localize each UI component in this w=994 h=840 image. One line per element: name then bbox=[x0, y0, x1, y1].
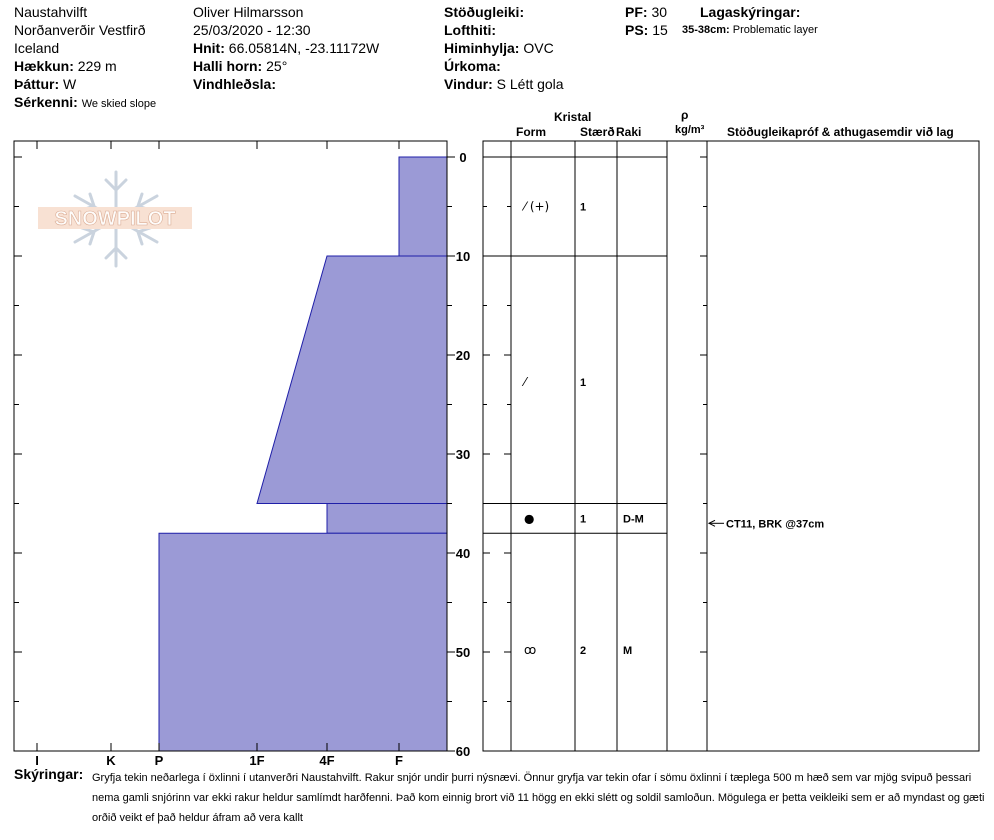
profile-segment-3 bbox=[159, 533, 447, 751]
pf-label: PF: bbox=[625, 4, 648, 20]
layer-size-0: 1 bbox=[580, 201, 587, 214]
layer-form-0: ⁄ (+) bbox=[524, 199, 550, 214]
y-label-60: 60 bbox=[455, 744, 471, 759]
layer-note-text: Problematic layer bbox=[732, 24, 818, 36]
location-name: Naustahvilft bbox=[14, 4, 88, 20]
layer-size-2: 1 bbox=[580, 513, 587, 526]
x-label-P: P bbox=[154, 753, 164, 768]
x-label-I: I bbox=[35, 753, 39, 768]
table-border bbox=[483, 141, 979, 751]
wind-loading-label: Vindhleðsla: bbox=[193, 76, 276, 92]
y-label-40: 40 bbox=[455, 546, 471, 561]
y-label-50: 50 bbox=[455, 645, 471, 660]
observation-datetime: 25/03/2020 - 12:30 bbox=[193, 22, 311, 38]
layer-note-range: 35-38cm: bbox=[682, 24, 730, 36]
profile-segment-0 bbox=[399, 157, 447, 256]
col-size: Stærð bbox=[580, 125, 615, 139]
comments-text: Gryfja tekin neðarlega í öxlinni í utanverðri Naustahvilft. Rakur snjór undir þurri nýsnævi. Önnur gryfja var tekin ofar í sömu öxlinni í tæplega 500 m hæð sem var mjög svipuð þessari nema gamli snjórinn var ekki rakur heldur samlímdt harðfenni. Það kom einnig brort við 11 högg en ekki slétt og soldil samloðun. Mögulega er þetta veikleiki sem er að myndast og gæti orðið veikt ef það heldur áfram að vera kallt bbox=[92, 772, 985, 824]
test-note: CT11, BRK @37cm bbox=[726, 518, 825, 531]
y-label-20: 20 bbox=[455, 348, 471, 363]
coords-value: 66.05814N, -23.11172W bbox=[228, 40, 380, 56]
sky-label: Himinhylja: bbox=[444, 40, 520, 56]
hardness-profile bbox=[159, 157, 447, 751]
ps-label: PS: bbox=[625, 22, 649, 38]
comments-label: Skýringar: bbox=[14, 766, 84, 782]
wind-label: Vindur: bbox=[444, 76, 493, 92]
features-label: Sérkenni: bbox=[14, 94, 78, 110]
elevation-label: Hækkun: bbox=[14, 58, 74, 74]
x-label-1F: 1F bbox=[249, 753, 265, 768]
layer-notes-label: Lagaskýringar: bbox=[700, 4, 801, 20]
layer-moisture-2: D-M bbox=[623, 513, 644, 526]
x-label-F: F bbox=[395, 753, 403, 768]
layer-size-3: 2 bbox=[580, 645, 587, 658]
stability-label: Stöðugleiki: bbox=[444, 4, 525, 20]
layer-table bbox=[483, 141, 979, 751]
slope-label: Halli horn: bbox=[193, 58, 263, 74]
col-tests: Stöðugleikapróf & athugasemdir við lag bbox=[727, 125, 954, 139]
aspect-value: W bbox=[63, 76, 77, 92]
y-label-0: 0 bbox=[459, 150, 467, 165]
profile-segment-1 bbox=[257, 256, 447, 504]
snowpilot-logo-text: SNOWPILOT bbox=[54, 208, 176, 230]
slope-value: 25° bbox=[266, 58, 288, 74]
pf-value: 30 bbox=[651, 4, 668, 20]
sky-value: OVC bbox=[523, 40, 554, 56]
layer-form-1: ⁄ bbox=[524, 374, 527, 389]
air-temp-label: Lofthiti: bbox=[444, 22, 497, 38]
layer-size-1: 1 bbox=[580, 376, 587, 389]
layer-form-2: ● bbox=[524, 511, 535, 526]
layer-form-3: ꝏ bbox=[524, 643, 537, 658]
y-label-10: 10 bbox=[455, 249, 471, 264]
ps-value: 15 bbox=[652, 22, 668, 38]
y-label-30: 30 bbox=[455, 447, 471, 462]
col-crystal: Kristal bbox=[554, 110, 592, 124]
aspect-label: Þáttur: bbox=[14, 76, 60, 92]
col-density-unit: kg/m³ bbox=[675, 124, 705, 136]
coords-label: Hnit: bbox=[193, 40, 225, 56]
col-rho: ρ bbox=[681, 108, 689, 122]
x-label-4F: 4F bbox=[319, 753, 335, 768]
observer-name: Oliver Hilmarsson bbox=[193, 4, 304, 20]
col-moisture: Raki bbox=[616, 125, 642, 139]
x-label-K: K bbox=[106, 753, 116, 768]
country-name: Iceland bbox=[14, 40, 60, 56]
region-name: Norðanverðir Vestfirð bbox=[14, 22, 146, 38]
elevation-value: 229 m bbox=[77, 58, 117, 74]
layer-moisture-3: M bbox=[623, 645, 633, 658]
col-form: Form bbox=[516, 125, 546, 139]
profile-segment-2 bbox=[327, 504, 447, 534]
features-value: We skied slope bbox=[81, 98, 157, 110]
precip-label: Úrkoma: bbox=[444, 58, 501, 74]
wind-value: S Létt gola bbox=[496, 76, 564, 92]
